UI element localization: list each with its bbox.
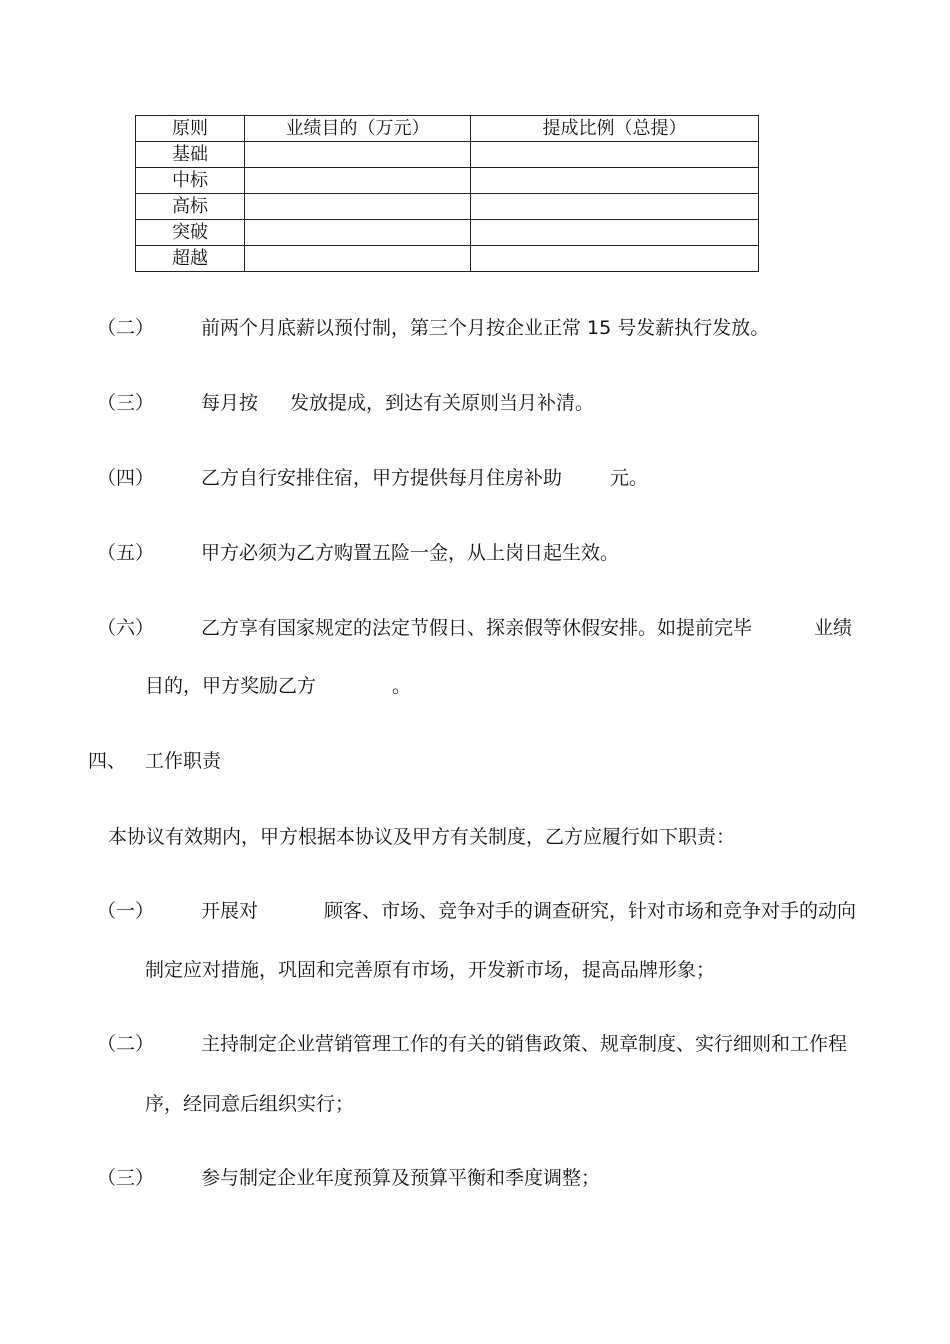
table-cell [245,246,471,272]
duty-text [201,899,856,923]
duty-continuation: 制定应对措施，巩固和完善原有市场，开发新市场，提高品牌形象； [145,959,716,981]
text-fragment: 。 [392,675,412,697]
table-cell: 超越 [136,246,245,272]
table-row [136,194,759,220]
paragraph-continuation [145,674,411,698]
table-row [136,168,759,194]
table-row [136,142,759,168]
text-fragment: 开展对 [201,900,259,922]
paragraph-text [201,466,648,490]
paragraph-number: （四） [97,467,155,489]
text-fragment: 乙方自行安排住宿，甲方提供每月住房补助 [201,467,563,489]
table-row [136,220,759,246]
paragraph-text [201,391,594,415]
paragraph-text: 前两个月底薪以预付制，第三个月按企业正常 15 号发薪执行发放。 [201,317,770,339]
performance-table [135,115,759,272]
text-fragment: 业绩 [814,617,853,639]
paragraph-number: （五） [97,542,155,564]
section-intro: 本协议有效期内，甲方根据本协议及甲方有关制度，乙方应履行如下职责： [108,826,736,848]
table-cell: 高标 [136,194,245,220]
column-header: 业绩目的（万元） [245,116,471,142]
text-fragment: 发放提成，到达有关原则当月补清。 [290,392,595,414]
paragraph-number: （三） [97,392,155,414]
table-cell [471,168,759,194]
table-cell: 中标 [136,168,245,194]
paragraph-text: 甲方必须为乙方购置五险一金，从上岗日起生效。 [201,542,620,564]
duty-number: （一） [97,900,155,922]
text-fragment: 每月按 [201,392,259,414]
duty-number: （二） [97,1033,155,1055]
paragraph-number: （六） [97,617,155,639]
text-fragment: 目的，甲方奖励乙方 [145,675,317,697]
text-fragment: 元。 [610,467,649,489]
table-cell [471,246,759,272]
section-title: 工作职责 [145,750,222,772]
table-cell [245,220,471,246]
table-cell [245,168,471,194]
table-cell [471,194,759,220]
duty-text: 参与制定企业年度预算及预算平衡和季度调整； [201,1167,601,1189]
paragraph-number: （二） [97,317,155,339]
table-cell [471,220,759,246]
table-cell: 基础 [136,142,245,168]
column-header: 提成比例（总提） [471,116,759,142]
table-header-row [136,116,759,142]
table-cell [245,142,471,168]
text-fragment: 乙方享有国家规定的法定节假日、探亲假等休假安排。如提前完毕 [201,617,753,639]
table-cell: 突破 [136,220,245,246]
table-cell [471,142,759,168]
table-row [136,246,759,272]
paragraph-text [201,616,852,640]
section-number: 四、 [88,750,127,772]
duty-continuation: 序，经同意后组织实行； [145,1093,355,1115]
duty-number: （三） [97,1167,155,1189]
text-fragment: 顾客、市场、竞争对手的调查研究，针对市场和竞争对手的动向 [324,900,857,922]
table-cell [245,194,471,220]
column-header: 原则 [136,116,245,142]
duty-text: 主持制定企业营销管理工作的有关的销售政策、规章制度、实行细则和工作程 [201,1033,848,1055]
